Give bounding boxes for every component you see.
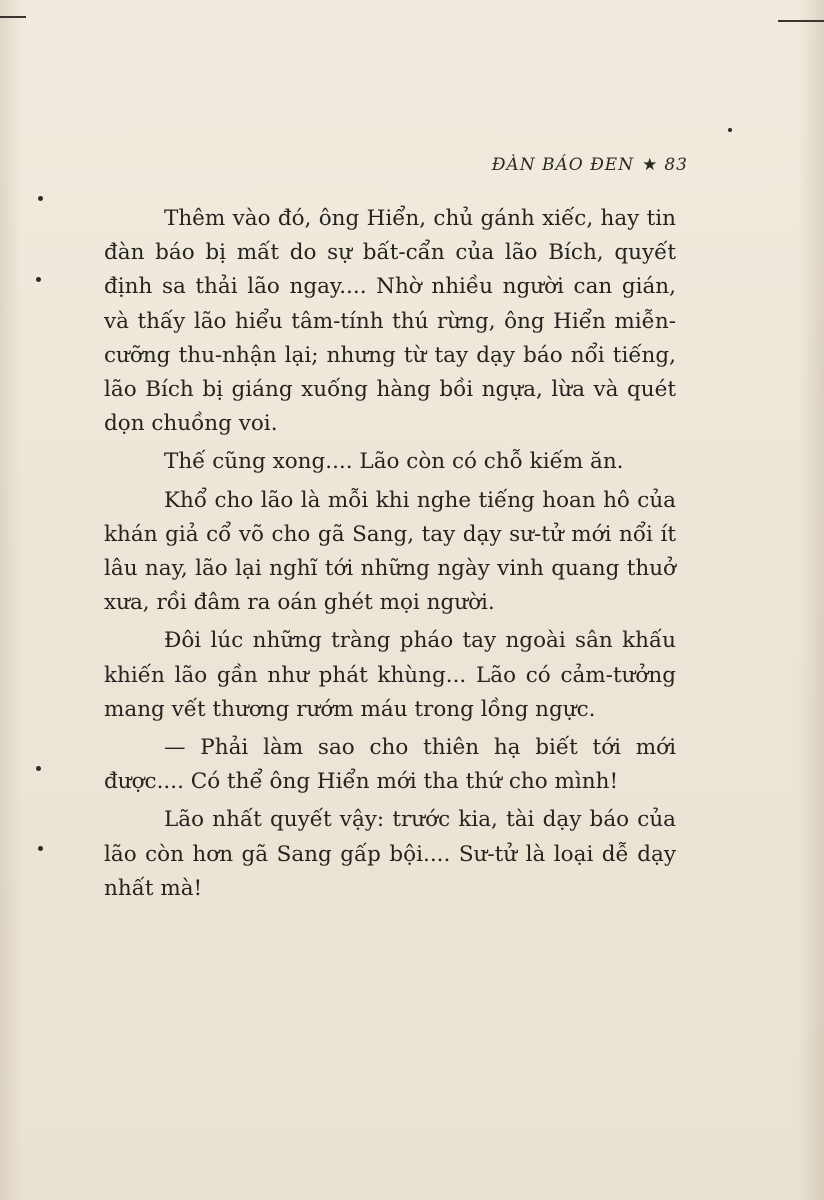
star-icon: ★ (642, 155, 659, 175)
paragraph: Thế cũng xong.... Lão còn có chỗ kiếm ăn. (164, 449, 624, 475)
paragraph: Đôi lúc những tràng pháo tay ngoài sân khấu khiến lão gần như phát khùng... Lão có cảm-tưởng mang vết thương rướm máu trong lồng ngực. (104, 628, 676, 722)
paper-speck (38, 846, 43, 851)
book-title: ĐÀN BÁO ĐEN (491, 155, 635, 175)
body-text (104, 202, 676, 906)
paper-speck (36, 766, 41, 771)
edge-mark-top-left (0, 16, 26, 18)
paragraph: Khổ cho lão là mỗi khi nghe tiếng hoan hô của khán giả cổ võ cho gã Sang, tay dạy sư-tử mới nổi ít lâu nay, lão lại nghĩ tới những ngày vinh quang thuở xưa, rồi đâm ra oán ghét mọi người. (104, 487, 676, 616)
paragraph: — Phải làm sao cho thiên hạ biết tới mới được.... Có thể ông Hiển mới tha thứ cho mình! (104, 735, 676, 795)
paper-speck (36, 277, 41, 282)
running-header (492, 155, 688, 175)
paper-speck (728, 128, 732, 132)
paragraph: Thêm vào đó, ông Hiển, chủ gánh xiếc, hay tin đàn báo bị mất do sự bất-cẩn của lão Bích, quyết định sa thải lão ngay.... Nhờ nhiều người can gián, và thấy lão hiểu tâm-tính thú rừng, ông Hiển miễn-cưỡng thu-nhận lại; nhưng từ tay dạy báo nổi tiếng, lão Bích bị giáng xuống hàng bồi ngựa, lừa và quét dọn chuồng voi. (104, 206, 676, 437)
edge-mark-top-right (778, 20, 824, 22)
page-shadow-right (798, 0, 824, 1200)
paragraph: Lão nhất quyết vậy: trước kia, tài dạy báo của lão còn hơn gã Sang gấp bội.... Sư-tử là loại dễ dạy nhất mà! (104, 807, 676, 901)
paper-speck (38, 196, 43, 201)
page-shadow-left (0, 0, 22, 1200)
page-number: 83 (664, 155, 688, 175)
